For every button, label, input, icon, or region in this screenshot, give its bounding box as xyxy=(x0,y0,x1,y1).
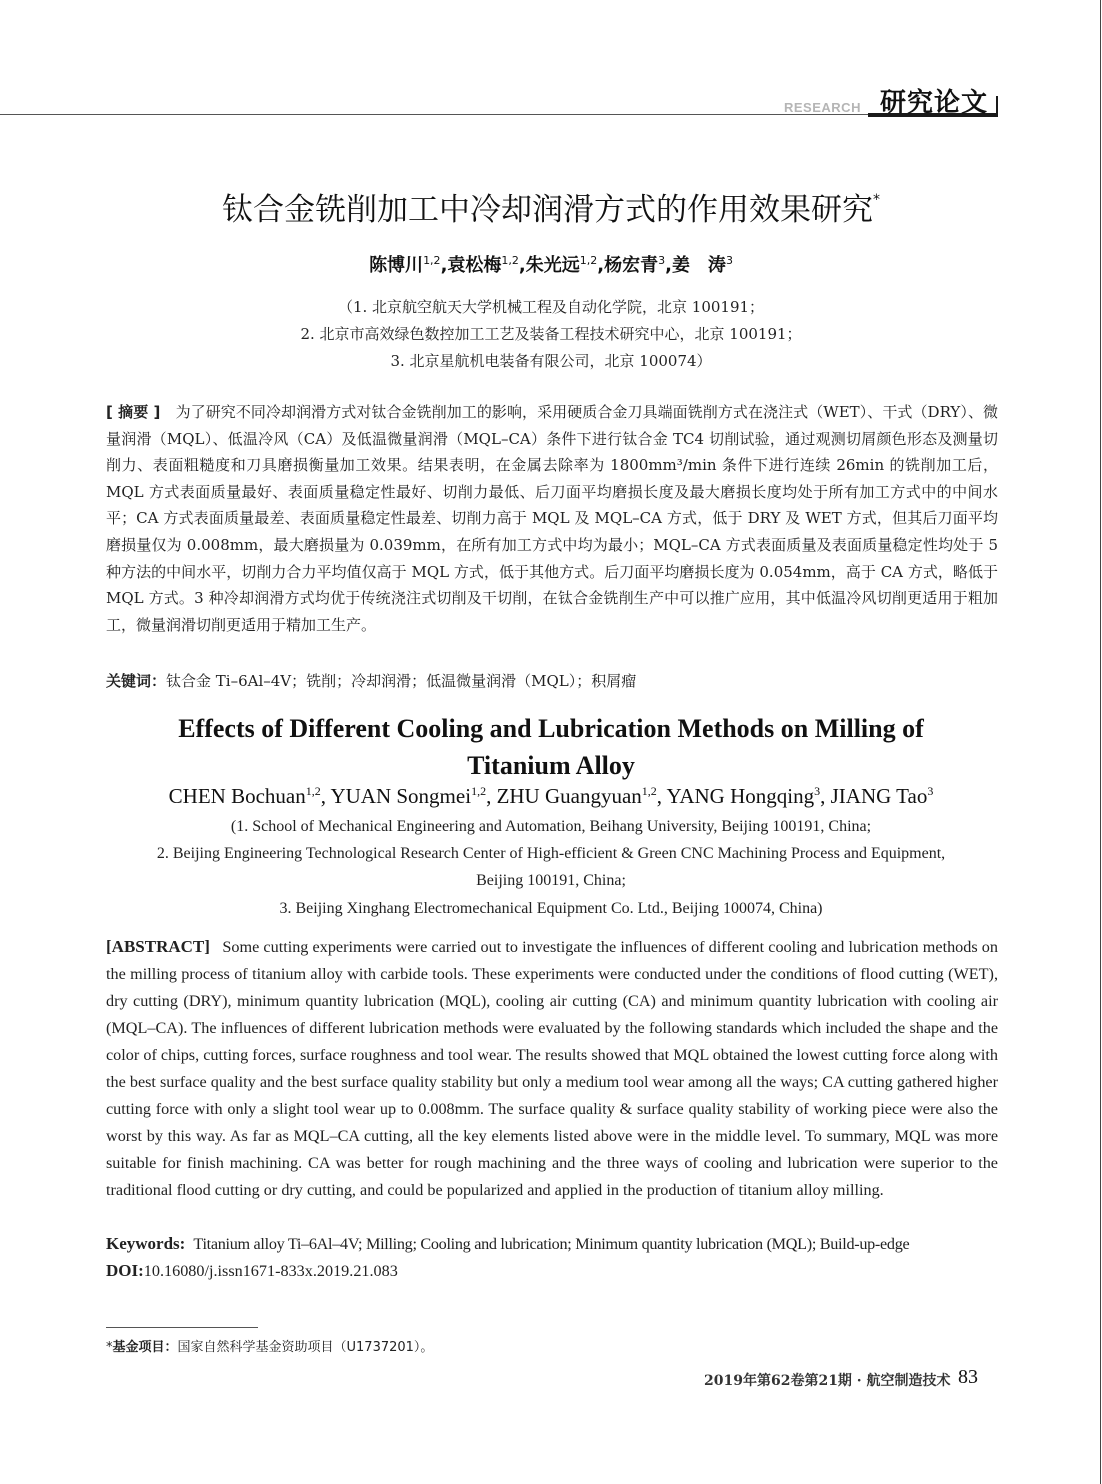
keywords-zh-text: 钛合金 Ti–6Al–4V；铣削；冷却润滑；低温微量润滑（MQL）；积屑瘤 xyxy=(166,672,637,690)
title-zh-text: 钛合金铣削加工中冷却润滑方式的作用效果研究 xyxy=(222,192,873,228)
footnote-text: 国家自然科学基金资助项目（U1737201）。 xyxy=(177,1340,434,1355)
author-zh: 陈博川 xyxy=(369,255,424,276)
author-en: YUAN Songmei xyxy=(330,784,472,808)
title-zh-mark: * xyxy=(873,192,880,208)
abstract-en-text: Some cutting experiments were carried out to investigate the influences of different cooling and lubrication methods on the milling process of titanium alloy with carbide tools. These experiments were conducted under the conditions of flood cutting (WET), dry cutting (DRY), minimum quantity lubrication (MQL), cooling air cutting (CA) and minimum quantity lubrication with cooling air (MQL–CA). The influences of different lubrication methods were evaluated by the following standards which included the shape and the color of chips, cutting forces, surface roughness and tool wear. The results showed that MQL obtained the lowest cutting force along with the best surface quality and the best surface quality stability but only a medium tool wear among all the ways; CA cutting gathered higher cutting force with only a slight tool wear up to 0.008mm. The surface quality & surface quality stability of working piece were also the worst by this way. As far as MQL–CA cutting, all the key elements listed above were in the middle level. To summary, MQL was more suitable for finish machining. CA was better for rough machining and the three ways of cooling and lubrication were superior to the traditional flood cutting or dry cutting, and could be popularized and applied in the production of titanium alloy milling. xyxy=(106,938,998,1199)
affiliation-en-4: 3. Beijing Xinghang Electromechanical Equipment Co. Ltd., Beijing 100074, China) xyxy=(279,900,823,917)
title-zh xyxy=(0,184,1102,229)
author-en: ZHU Guangyuan xyxy=(496,784,642,808)
doi-label: DOI: xyxy=(106,1261,144,1280)
keywords-zh xyxy=(106,668,998,695)
author-zh-aff: 1,2 xyxy=(579,254,598,267)
author-zh: 姜 涛 xyxy=(671,255,726,276)
abstract-zh-text: 为了研究不同冷却润滑方式对钛合金铣削加工的影响，采用硬质合金刀具端面铣削方式在浇注式（WET）、干式（DRY）、微量润滑（MQL）、低温冷风（CA）及低温微量润滑（MQL–CA）条件下进行钛合金 TC4 切削试验，通过观测切屑颜色形态及测量切削力、表面粗糙度和刀具磨损衡量加工效果。结果表明，在金属去除率为 1800mm³/min 条件下进行连续 26min 的铣削加工后，MQL 方式表面质量最好、表面质量稳定性最好、切削力最低、后刀面平均磨损长度及最大磨损长度均处于所有加工方式中的中间水平；CA 方式表面质量最差、表面质量稳定性最差、切削力高于 MQL 及 MQL–CA 方式，低于 DRY 及 WET 方式，但其后刀面平均磨损量仅为 0.008mm，最大磨损量为 0.039mm，在所有加工方式中均为最小；MQL–CA 方式表面质量及表面质量稳定性均处于 5 种方法的中间水平，切削力合力平均值仅高于 MQL 方式，低于其他方式。后刀面平均磨损长度为 0.054mm，高于 CA 方式，略低于 MQL 方式。3 种冷却润滑方式均优于传统浇注式切削及干切削，在钛合金铣削生产中可以推广应用，其中低温冷风切削更适用于粗加工，微量润滑切削更适用于精加工生产。 xyxy=(106,403,999,634)
abstract-zh xyxy=(106,399,998,638)
author-en-aff: 1,2 xyxy=(305,784,321,798)
footnote-mark: * xyxy=(106,1340,113,1355)
page-number: 83 xyxy=(958,1366,978,1388)
abstract-zh-label: [ 摘要 ] xyxy=(106,403,161,421)
abstract-en xyxy=(106,933,998,1204)
author-zh-aff: 1,2 xyxy=(423,254,441,267)
author-zh: 朱光远 xyxy=(525,255,580,276)
affiliation-en-1: (1. School of Mechanical Engineering and Automation, Beihang University, Beijing 100191, China; xyxy=(230,818,872,835)
author-en-aff: 1,2 xyxy=(641,784,657,798)
affiliation-zh-2: 2. 北京市高效绿色数控加工工艺及装备工程技术研究中心，北京 100191； xyxy=(300,325,802,343)
author-zh-aff: 1,2 xyxy=(501,254,519,267)
title-en xyxy=(0,710,1102,784)
author-zh: 袁松梅 xyxy=(447,255,502,276)
title-en-line-2: Titanium Alloy xyxy=(467,751,635,780)
author-zh-aff: 3 xyxy=(658,254,666,267)
author-en: YANG Hongqing xyxy=(666,784,815,808)
author-zh-aff: 3 xyxy=(725,254,733,267)
keywords-en-label: Keywords: xyxy=(106,1234,186,1253)
doi-text: 10.16080/j.issn1671-833x.2019.21.083 xyxy=(143,1262,398,1280)
footnote xyxy=(106,1336,433,1355)
title-en-line-1: Effects of Different Cooling and Lubrication Methods on Milling of xyxy=(178,714,924,743)
research-label: RESEARCH xyxy=(784,100,861,115)
author-en: CHEN Bochuan xyxy=(168,784,306,808)
header-edge-bar xyxy=(996,96,998,117)
author-en: JIANG Tao xyxy=(830,784,928,808)
affiliation-zh-3: 3. 北京星航机电装备有限公司，北京 100074） xyxy=(390,352,712,370)
affiliation-zh-1: （1. 北京航空航天大学机械工程及自动化学院，北京 100191； xyxy=(337,298,765,316)
author-zh: 杨宏青 xyxy=(604,255,659,276)
authors-zh: 陈博川$^{1,2}$,袁松梅$^{1,2}$,朱光远$^{1,2}$,杨宏青$^3$,姜 涛$^3$ xyxy=(369,254,733,276)
affiliation-en-3: Beijing 100191, China; xyxy=(476,872,626,889)
section-label: 研究论文 xyxy=(880,88,989,118)
header-rule xyxy=(0,114,868,115)
author-en-aff: 3 xyxy=(814,784,821,798)
footnote-label: 基金项目： xyxy=(112,1340,178,1355)
abstract-en-label: [ABSTRACT] xyxy=(106,937,210,956)
footer-journal: 2019年第62卷第21期 · 航空制造技术 xyxy=(704,1373,951,1389)
author-en-aff: 1,2 xyxy=(471,784,487,798)
footnote-rule xyxy=(106,1327,258,1328)
affiliation-en-2: 2. Beijing Engineering Technological Research Center of High-efficient & Green CNC Machining Process and Equipment, xyxy=(156,845,946,862)
keywords-en-text: Titanium alloy Ti–6Al–4V; Milling; Cooling and lubrication; Minimum quantity lubrication (MQL); Build-up-edge xyxy=(193,1235,910,1253)
keywords-en xyxy=(106,1230,998,1258)
authors-en: CHEN Bochuan$^{1,2}$, YUAN Songmei$^{1,2}$, ZHU Guangyuan$^{1,2}$, YANG Hongqing$^3$, JIANG Tao$^3$ xyxy=(168,784,934,808)
author-en-aff: 3 xyxy=(927,784,934,798)
doi xyxy=(106,1257,998,1285)
keywords-zh-label: 关键词： xyxy=(106,672,167,690)
